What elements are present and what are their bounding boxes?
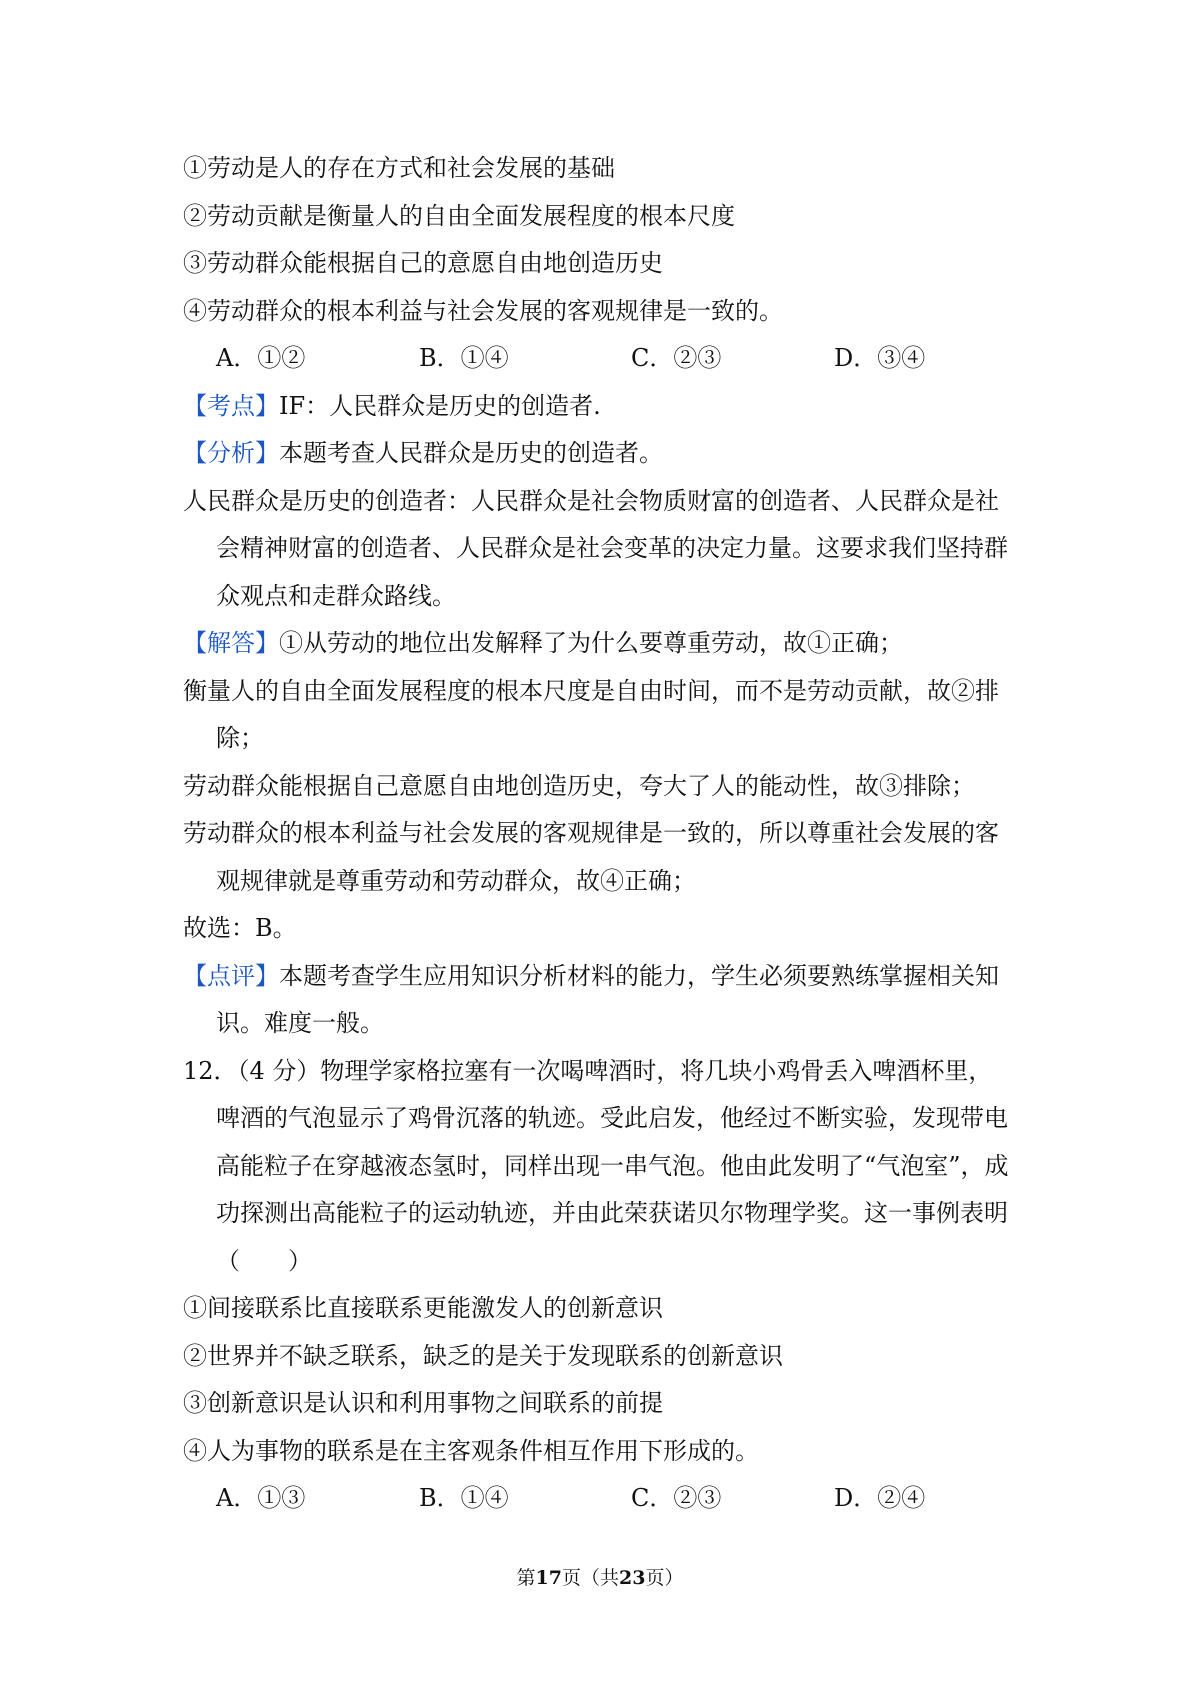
fenxi-tag: 【分析】 [183, 439, 279, 467]
q12-stem-line-3: 高能粒子在穿越液态氢时，同样出现一串气泡。他由此发明了“气泡室”，成 [216, 1151, 1009, 1180]
jieda-line [183, 620, 1028, 668]
q11-option-d: D．③④ [834, 344, 926, 372]
q11-option-b: B．①④ [419, 344, 509, 372]
q12-option-d: D．②④ [834, 1484, 926, 1512]
fenxi-para-line-1: 人民群众是历史的创造者：人民群众是社会物质财富的创造者、人民群众是社 [183, 486, 999, 515]
fenxi-para-line-3: 众观点和走群众路线。 [216, 581, 456, 610]
footer-prefix: 第 [516, 1567, 536, 1589]
q11-statement-4: ④劳动群众的根本利益与社会发展的客观规律是一致的。 [183, 296, 783, 325]
q12-stem-line-1: 12．（4 分）物理学家格拉塞有一次喝啤酒时，将几块小鸡骨丢入啤酒杯里， [183, 1056, 993, 1085]
kaodian-text: IF：人民群众是历史的创造者. [279, 391, 601, 420]
page-content [183, 145, 1028, 1523]
q12-option-b: B．①④ [419, 1484, 509, 1512]
jieda-p4-line-2: 观规律就是尊重劳动和劳动群众，故④正确； [216, 866, 696, 895]
jieda-p2-line-1: 衡量人的自由全面发展程度的根本尺度是自由时间，而不是劳动贡献，故②排 [183, 676, 999, 705]
q12-statement-3: ③创新意识是认识和利用事物之间联系的前提 [183, 1389, 663, 1417]
q12-stem-line-2: 啤酒的气泡显示了鸡骨沉落的轨迹。受此启发，他经过不断实验，发现带电 [216, 1104, 1008, 1132]
jieda-p3-line: 劳动群众能根据自己意愿自由地创造历史，夸大了人的能动性，故③排除； [183, 771, 975, 800]
dianping-text: 本题考查学生应用知识分析材料的能力，学生必须要熟练掌握相关知 [279, 961, 999, 990]
jieda-tag: 【解答】 [183, 629, 279, 657]
q11-statement-1: ①劳动是人的存在方式和社会发展的基础 [183, 154, 615, 182]
q12-stem-line-4: 功探测出高能粒子的运动轨迹，并由此荣获诺贝尔物理学奖。这一事例表明 [216, 1199, 1008, 1227]
q12-statement-2: ②世界并不缺乏联系，缺乏的是关于发现联系的创新意识 [183, 1341, 783, 1370]
fenxi-text: 本题考查人民群众是历史的创造者。 [279, 439, 663, 467]
q12-statement-1: ①间接联系比直接联系更能激发人的创新意识 [183, 1294, 663, 1322]
kaodian-line [183, 383, 1028, 431]
q12-option-c: C．②③ [631, 1484, 722, 1512]
q11-option-c: C．②③ [631, 344, 722, 372]
dianping-tag: 【点评】 [183, 961, 279, 990]
dianping-line [183, 953, 1028, 1001]
footer-middle: 页（共 [561, 1567, 619, 1589]
fenxi-line [183, 430, 1028, 478]
fenxi-para-line-2: 会精神财富的创造者、人民群众是社会变革的决定力量。这要求我们坚持群 [216, 534, 1008, 562]
q12-option-a: A．①③ [216, 1484, 306, 1512]
jieda-p4-line-1: 劳动群众的根本利益与社会发展的客观规律是一致的，所以尊重社会发展的客 [183, 819, 999, 847]
footer-suffix: 页） [645, 1567, 684, 1589]
page-footer [0, 1563, 1200, 1590]
footer-total-pages: 23 [619, 1567, 646, 1589]
q12-options [183, 1475, 1028, 1523]
dianping-cont-line: 识。难度一般。 [216, 1009, 384, 1037]
footer-page-number: 17 [535, 1567, 562, 1589]
kaodian-tag: 【考点】 [183, 391, 279, 420]
jieda-p2-line-2: 除； [216, 724, 264, 752]
jieda-text: ①从劳动的地位出发解释了为什么要尊重劳动，故①正确； [279, 629, 903, 657]
q11-option-a: A．①② [216, 344, 306, 372]
answer-line: 故选：B。 [183, 914, 297, 942]
q12-stem-line-5: （ ） [216, 1246, 312, 1275]
q11-statement-2: ②劳动贡献是衡量人的自由全面发展程度的根本尺度 [183, 201, 735, 230]
q11-statement-3: ③劳动群众能根据自己的意愿自由地创造历史 [183, 249, 663, 277]
q12-statement-4: ④人为事物的联系是在主客观条件相互作用下形成的。 [183, 1436, 759, 1465]
q11-options [183, 335, 1028, 383]
